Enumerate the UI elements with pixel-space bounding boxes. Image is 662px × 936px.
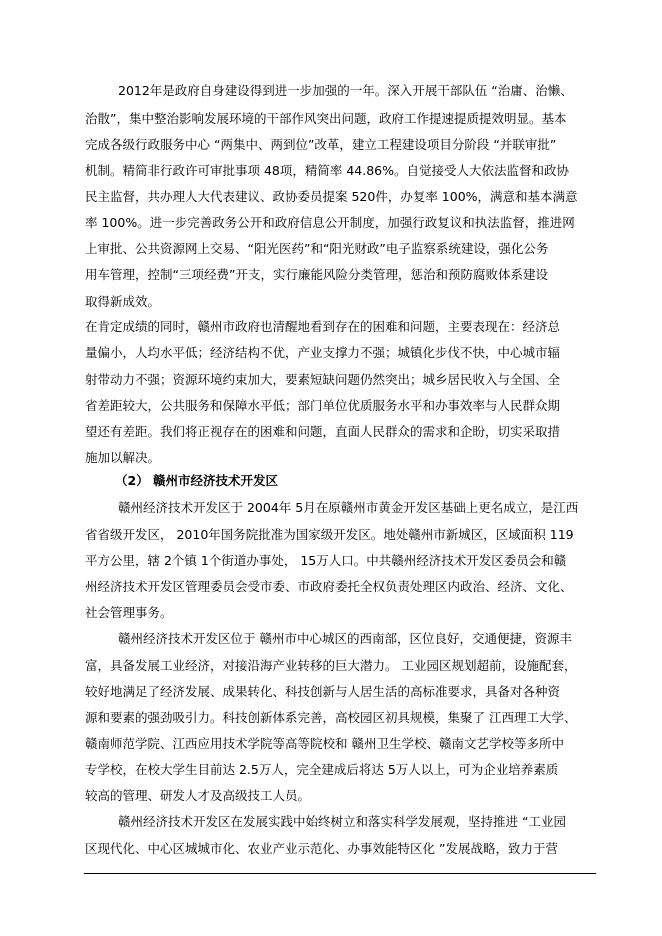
p4-line-2: 富，具备发展工业经济，对接沿海产业转移的巨大潜力。 工业园区规划超前，设施配套， [85,658,577,673]
p2-line-1: 在肯定成绩的同时，赣州市政府也清醒地看到存在的困难和问题，主要表现在：经济总 [85,319,561,334]
p4-line-1: 赣州经济技术开发区位于 赣州市中心城区的西南部，区位良好，交通便捷，资源丰 [118,631,572,646]
p4-line-4: 源和要素的强劲吸引力。科技创新体系完善，高校园区初具规模，集聚了 江西理工大学、 [85,710,577,725]
p1-line-4: 机制。精简非行政许可审批事项 48项，精简率 44.86%。自觉接受人大依法监督和政协 [85,163,570,178]
p3-line-2: 省省级开发区， 2010年国务院批准为国家级开发区。地处赣州市新城区，区域面积 119 [85,527,574,542]
p1-line-7: 上审批、公共资源网上交易、“阳光医药”和“阳光财政”电子监察系统建设，强化公务 [85,241,549,256]
p2-line-6: 施加以解决。 [85,450,161,465]
p4-line-7: 较高的管理、研发人才及高级技工人员。 [85,788,311,803]
p2-line-5: 望还有差距。我们将正视存在的困难和问题，直面人民群众的需求和企盼，切实采取措 [85,424,561,439]
p2-line-4: 省差距较大，公共服务和保障水平低；部门单位优质服务水平和办事效率与人民群众期 [85,398,561,413]
p3-line-1: 赣州经济技术开发区于 2004年 5月在原赣州市黄金开发区基础上更名成立，是江西 [118,500,579,515]
p2-line-2: 量偏小，人均水平低；经济结构不优，产业支撑力不强；城镇化步伐不快，中心城市辐 [85,345,561,360]
p1-line-2: 治散”，集中整治影响发展环境的干部作风突出问题，政府工作提速提质提效明显。基本 [85,111,567,126]
p5-line-1: 赣州经济技术开发区在发展实践中始终树立和落实科学发展观，坚持推进 “工业园 [118,814,566,829]
p1-line-5: 民主监督，共办理人大代表建议、政协委员提案 520件，办复率 100%，满意和基本满意 [85,189,578,204]
footer-divider [84,873,596,874]
p1-line-1: 2012年是政府自身建设得到进一步加强的一年。深入开展干部队伍 “治庸、治懒、 [118,83,573,98]
p1-line-8: 用车管理，控制“三项经费”开支，实行廉能风险分类管理，惩治和预防腐败体系建设 [85,267,548,282]
p3-line-4: 州经济技术开发区管理委员会受市委、市政府委托全权负责处理区内政治、经济、文化、 [85,579,573,594]
p4-line-6: 专学校，在校大学生目前达 2.5万人，完全建成后将达 5万人以上，可为企业培养素质 [85,762,559,777]
p5-line-2: 区现代化、中心区城城市化、农业产业示范化、办事效能特区化 ”发展战略，致力于营 [85,841,558,856]
p4-line-3: 较好地满足了经济发展、成果转化、科技创新与人居生活的高标准要求，具备对各种资 [85,684,561,699]
p4-line-5: 赣南师范学院、江西应用技术学院等高等院校和 赣州卫生学校、赣南文艺学校等多所中 [85,736,564,751]
p3-line-5: 社会管理事务。 [85,605,173,620]
p2-line-3: 射带动力不强；资源环境约束加大，要素短缺问题仍然突出；城乡居民收入与全国、全 [85,372,561,387]
p1-line-3: 完成各级行政服务中心 “两集中、两到位”改革，建立工程建设项目分阶段 “并联审批” [85,137,557,152]
section-heading: （2） 赣州市经济技术开发区 [115,473,279,488]
p1-line-6: 率 100%。进一步完善政务公开和政府信息公开制度，加强行政复议和执法监督，推进网 [85,215,575,230]
p3-line-3: 平方公里，辖 2个镇 1个街道办事处， 15万人口。中共赣州经济技术开发区委员会和赣 [85,553,567,568]
p1-line-9: 取得新成效。 [85,294,161,309]
